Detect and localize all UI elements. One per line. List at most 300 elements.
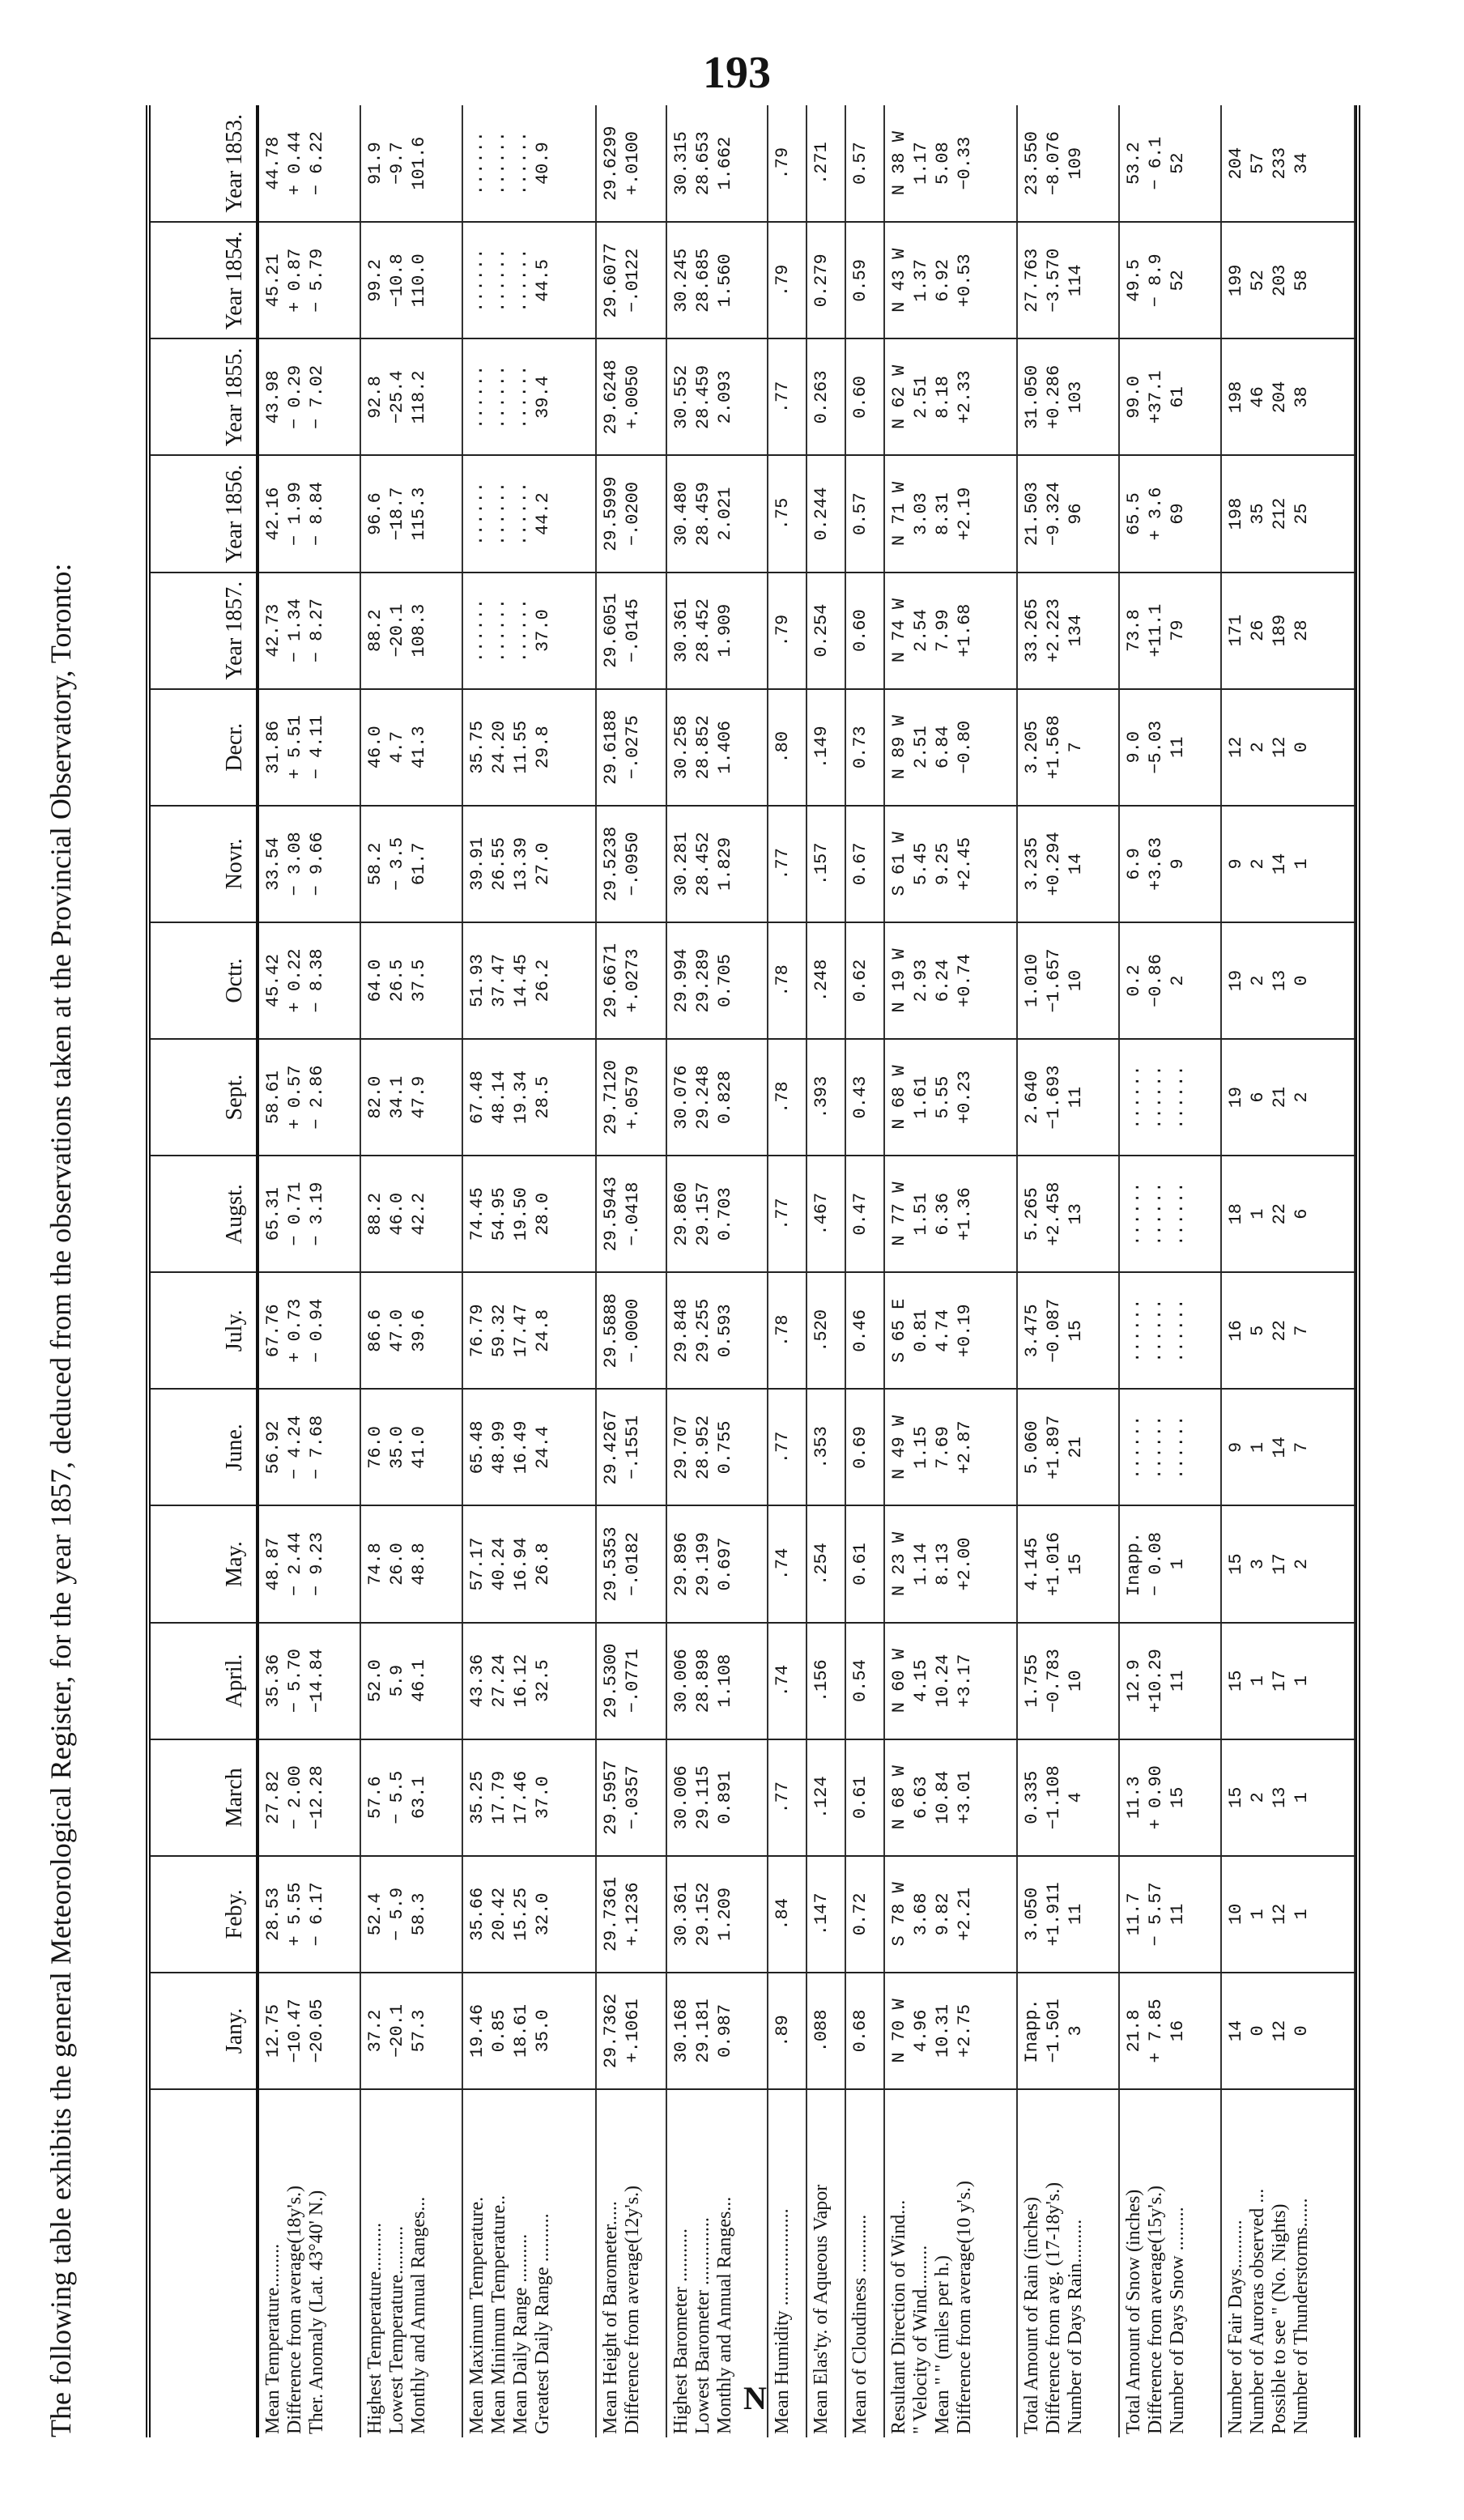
cell-value: − 4.11 [307, 715, 327, 780]
cell-value: +1.36 [954, 1187, 975, 1241]
cell-value: 15 [1168, 1786, 1189, 1808]
cell-value: 82.0 [365, 1075, 386, 1119]
cell-value: 3 [1066, 2025, 1087, 2037]
page-number: 193 [703, 48, 771, 98]
data-cell [1017, 1623, 1119, 1739]
data-cell [666, 1039, 768, 1156]
cell-value: −5.03 [1146, 720, 1167, 774]
table-row [666, 105, 768, 2437]
cell-value: 29.6248 [600, 360, 621, 435]
cell-value: 57.6 [365, 1776, 386, 1820]
cell-value: +1.016 [1044, 1531, 1065, 1597]
cell-value: 12.75 [263, 2003, 283, 2058]
table-row [1119, 105, 1221, 2437]
cell-value: +2.45 [954, 836, 975, 891]
cell-value: 11.55 [511, 720, 532, 774]
cell-value: 47.0 [387, 1309, 408, 1352]
data-cell [1017, 922, 1119, 1039]
cell-value: 2 [1292, 1092, 1313, 1103]
cell-value: − 4.24 [285, 1415, 305, 1480]
cell-value: 57 [1248, 152, 1269, 174]
data-cell [884, 455, 1018, 572]
cell-value: 6.84 [932, 726, 953, 769]
cell-value: 21.8 [1124, 2009, 1145, 2053]
cell-value: 28.685 [692, 248, 713, 313]
cell-value: 65.5 [1124, 492, 1145, 535]
cell-value: 9 [1226, 1441, 1247, 1453]
cell-value: 63.1 [409, 1776, 430, 1820]
cell-value: +.0050 [622, 364, 643, 430]
cell-value: 26.8 [533, 1543, 554, 1586]
cell-value: 3.475 [1022, 1304, 1043, 1358]
data-cell [596, 1389, 666, 1505]
cell-value: 0.69 [849, 1426, 870, 1469]
cell-value: ...... [1168, 1415, 1189, 1480]
cell-value: 29.6671 [600, 943, 621, 1019]
column-header: Sept. [151, 1039, 257, 1156]
data-cell [360, 806, 462, 922]
data-cell [768, 1272, 806, 1389]
cell-value: 3.235 [1022, 836, 1043, 891]
cell-value: 26.2 [533, 959, 554, 1002]
data-cell [462, 1156, 596, 1272]
cell-value: ...... [467, 598, 488, 663]
cell-value: 0.67 [849, 842, 870, 886]
cell-value: N 89 W [888, 715, 909, 780]
cell-value: 29.5957 [600, 1760, 621, 1835]
data-cell [884, 1272, 1018, 1389]
data-cell [845, 573, 884, 689]
data-cell [806, 1739, 845, 1856]
cell-value: 4.7 [387, 730, 408, 764]
cell-value: −0.087 [1044, 1298, 1065, 1363]
cell-value: N 68 W [888, 1065, 909, 1130]
cell-value: 0.335 [1022, 1770, 1043, 1824]
data-cell [360, 1505, 462, 1622]
data-cell [884, 1973, 1018, 2089]
cell-value: .248 [811, 959, 832, 1002]
cell-value: +2.458 [1044, 1181, 1065, 1246]
cell-value: 35.75 [467, 720, 488, 774]
data-cell [1221, 1272, 1355, 1389]
column-header: June. [151, 1389, 257, 1505]
row-label: Number of Thunderstorms...... [1291, 2198, 1313, 2434]
data-cell [596, 455, 666, 572]
meteorological-table [146, 105, 1360, 2437]
data-cell [845, 1272, 884, 1389]
cell-value: 47.9 [409, 1075, 430, 1119]
cell-value: −9.7 [387, 142, 408, 185]
data-cell [1119, 105, 1221, 222]
cell-value: N 62 W [888, 364, 909, 430]
cell-value: 28.852 [692, 715, 713, 780]
data-cell [768, 1623, 806, 1739]
cell-value: .467 [811, 1192, 832, 1236]
cell-value: 0.62 [849, 959, 870, 1002]
cell-value: 10 [1066, 1670, 1087, 1692]
cell-value: .77 [772, 1431, 794, 1464]
cell-value: 22 [1270, 1320, 1291, 1342]
cell-value: 31.86 [263, 720, 283, 774]
row-label: Monthly and Annual Ranges... [713, 2196, 735, 2434]
data-cell [845, 922, 884, 1039]
cell-value: 76.79 [467, 1304, 488, 1358]
cell-value: N 74 W [888, 598, 909, 663]
cell-value: 19.34 [511, 1071, 532, 1125]
data-cell [1017, 1389, 1119, 1505]
cell-value: 2 [1248, 1792, 1269, 1803]
data-cell [1017, 689, 1119, 806]
cell-value: .520 [811, 1309, 832, 1352]
cell-value: 28.952 [692, 1415, 713, 1480]
cell-value: ...... [1124, 1415, 1145, 1480]
cell-value: 52 [1168, 152, 1189, 174]
cell-value: 86.6 [365, 1309, 386, 1352]
cell-value: 28 [1292, 619, 1313, 641]
data-cell [845, 806, 884, 922]
cell-value: 57.17 [467, 1537, 488, 1591]
table-row [1017, 105, 1119, 2437]
data-cell [596, 806, 666, 922]
data-cell [360, 1389, 462, 1505]
cell-value: 30.361 [670, 598, 692, 663]
data-cell [257, 455, 360, 572]
cell-value: 5.45 [910, 842, 931, 886]
row-label: Monthly and Annual Ranges... [408, 2196, 430, 2434]
cell-value: 10 [1226, 1903, 1247, 1926]
data-cell [596, 1856, 666, 1973]
row-label: Number of Fair Days.......... [1225, 2220, 1247, 2434]
cell-value: 114 [1066, 264, 1087, 297]
row-label: Number of Auroras observed ... [1247, 2188, 1269, 2434]
cell-value: +2.33 [954, 370, 975, 424]
data-cell [1119, 455, 1221, 572]
cell-value: 1.909 [714, 603, 735, 658]
cell-value: N 68 W [888, 1765, 909, 1830]
cell-value: 29.7361 [600, 1876, 621, 1952]
data-cell [666, 1272, 768, 1389]
data-cell [806, 1973, 845, 2089]
cell-value: −0.80 [954, 720, 975, 774]
header-label-cell [151, 2089, 257, 2437]
cell-value: 28.459 [692, 364, 713, 430]
cell-value: 14 [1226, 2020, 1247, 2042]
cell-value: 0.85 [489, 2009, 510, 2053]
cell-value: .78 [772, 1314, 794, 1347]
cell-value: 118.2 [409, 370, 430, 424]
data-cell [462, 573, 596, 689]
data-cell [360, 222, 462, 338]
data-cell [257, 689, 360, 806]
cell-value: 58 [1292, 270, 1313, 292]
cell-value: 0.68 [849, 2009, 870, 2053]
row-label: Number of Days Snow ......... [1167, 2207, 1189, 2434]
table-row [845, 105, 884, 2437]
cell-value: 44.78 [263, 136, 283, 190]
cell-value: 27.24 [489, 1654, 510, 1708]
cell-value: 12.9 [1124, 1659, 1145, 1703]
data-cell [1221, 922, 1355, 1039]
cell-value: 74.8 [365, 1543, 386, 1586]
cell-value: 44.5 [533, 258, 554, 302]
cell-value: +2.87 [954, 1420, 975, 1475]
cell-value: .77 [772, 1198, 794, 1230]
row-label: Lowest Barometer .............. [692, 2217, 713, 2434]
cell-value: ...... [1124, 1298, 1145, 1363]
data-cell [1119, 1739, 1221, 1856]
data-cell [596, 1039, 666, 1156]
data-cell [884, 1739, 1018, 1856]
row-label: Total Amount of Rain (inches) [1021, 2197, 1043, 2434]
cell-value: 1.829 [714, 836, 735, 891]
cell-value: + 3.6 [1146, 487, 1167, 541]
cell-value: 26.0 [387, 1543, 408, 1586]
cell-value: +.1236 [622, 1882, 643, 1947]
cell-value: 1.14 [910, 1543, 931, 1586]
cell-value: 58.3 [409, 1892, 430, 1936]
cell-value: S 61 W [888, 832, 909, 896]
cell-value: ...... [467, 131, 488, 196]
cell-value: 11 [1066, 1903, 1087, 1926]
data-cell [1221, 573, 1355, 689]
cell-value: N 70 W [888, 1999, 909, 2063]
row-label: Mean Daily Range .......... [510, 2233, 532, 2434]
column-header: May. [151, 1505, 257, 1622]
cell-value: 11 [1066, 1086, 1087, 1109]
data-cell [1221, 222, 1355, 338]
cell-value: −1.693 [1044, 1065, 1065, 1130]
cell-value: 9.82 [932, 1892, 953, 1936]
data-cell [462, 922, 596, 1039]
cell-value: 16.12 [511, 1654, 532, 1708]
data-cell [666, 1739, 768, 1856]
cell-value: 2.021 [714, 487, 735, 541]
data-cell [462, 338, 596, 455]
cell-value: − 8.84 [307, 481, 327, 547]
cell-value: +0.74 [954, 953, 975, 1007]
data-cell [360, 1856, 462, 1973]
data-cell [884, 573, 1018, 689]
data-cell [1119, 1856, 1221, 1973]
cell-value: 7 [1292, 1325, 1313, 1336]
table-row [884, 105, 1018, 2437]
cell-value: 18 [1226, 1203, 1247, 1225]
cell-value: 96.6 [365, 492, 386, 535]
cell-value: 14 [1270, 853, 1291, 875]
cell-value: 42.16 [263, 487, 283, 541]
cell-value: − 7.02 [307, 364, 327, 430]
cell-value: 11.7 [1124, 1892, 1145, 1936]
data-cell [1221, 1973, 1355, 2089]
cell-value: +0.53 [954, 253, 975, 308]
data-cell [806, 806, 845, 922]
data-cell [462, 689, 596, 806]
cell-value: +10.29 [1146, 1649, 1167, 1713]
data-cell [1119, 1039, 1221, 1156]
cell-value: 5.060 [1022, 1420, 1043, 1475]
cell-value: 21.503 [1022, 481, 1043, 547]
cell-value: 115.3 [409, 487, 430, 541]
cell-value: 29.152 [692, 1882, 713, 1947]
cell-value: 30.361 [670, 1882, 692, 1947]
data-cell [884, 806, 1018, 922]
cell-value: 17.46 [511, 1770, 532, 1824]
row-label: Highest Temperature.......... [364, 2222, 386, 2434]
header-row [151, 105, 257, 2437]
cell-value: + 0.44 [285, 131, 305, 196]
cell-value: 2 [1248, 858, 1269, 870]
cell-value: 11 [1168, 736, 1189, 758]
data-cell [1221, 1856, 1355, 1973]
data-cell [666, 573, 768, 689]
cell-value: −18.7 [387, 487, 408, 541]
data-cell [257, 1973, 360, 2089]
cell-value: 13 [1270, 969, 1291, 992]
data-cell [1221, 455, 1355, 572]
cell-value: 0.61 [849, 1543, 870, 1586]
cell-value: 58.61 [263, 1071, 283, 1125]
cell-value: .75 [772, 497, 794, 530]
data-cell [1017, 338, 1119, 455]
data-cell [462, 1973, 596, 2089]
data-cell [845, 1505, 884, 1622]
data-cell [462, 1739, 596, 1856]
cell-value: 3.205 [1022, 720, 1043, 774]
cell-value: 28.459 [692, 481, 713, 547]
cell-value: 103 [1066, 381, 1087, 414]
cell-value: 3 [1248, 1558, 1269, 1570]
cell-value: 8.18 [932, 376, 953, 419]
cell-value: N 38 W [888, 131, 909, 196]
cell-value: .254 [811, 1543, 832, 1586]
cell-value: 28.898 [692, 1649, 713, 1713]
cell-value: +.0273 [622, 948, 643, 1013]
table-body [257, 105, 1355, 2437]
cell-value: 15 [1066, 1320, 1087, 1342]
cell-value: 0.279 [811, 253, 832, 308]
cell-value: +2.223 [1044, 598, 1065, 663]
cell-value: 0.891 [714, 1770, 735, 1824]
cell-value: 34.1 [387, 1075, 408, 1119]
cell-value: 37.0 [533, 609, 554, 653]
cell-value: 14.45 [511, 953, 532, 1007]
cell-value: −.0275 [622, 715, 643, 780]
cell-value: 0.59 [849, 258, 870, 302]
cell-value: + 0.73 [285, 1298, 305, 1363]
data-cell [462, 806, 596, 922]
data-cell [884, 1505, 1018, 1622]
cell-value: 37.0 [533, 1776, 554, 1820]
cell-value: 109 [1066, 147, 1087, 180]
cell-value: 33.54 [263, 836, 283, 891]
cell-value: 19.50 [511, 1187, 532, 1241]
row-label-cell [360, 2089, 462, 2437]
cell-value: 43.36 [467, 1654, 488, 1708]
cell-value: +11.1 [1146, 603, 1167, 658]
column-header: Octr. [151, 922, 257, 1039]
cell-value: −1.108 [1044, 1765, 1065, 1830]
cell-value: 74.45 [467, 1187, 488, 1241]
cell-value: 67.76 [263, 1304, 283, 1358]
cell-value: 9.0 [1124, 730, 1145, 764]
cell-value: N 49 W [888, 1415, 909, 1480]
cell-value: − 1.34 [285, 598, 305, 663]
cell-value: ...... [511, 364, 532, 430]
data-cell [666, 1505, 768, 1622]
data-cell [360, 1272, 462, 1389]
cell-value: S 65 E [888, 1298, 909, 1363]
cell-value: 3.050 [1022, 1887, 1043, 1941]
cell-value: − 1.99 [285, 481, 305, 547]
cell-value: − 6.1 [1146, 136, 1167, 190]
cell-value: 0.46 [849, 1309, 870, 1352]
data-cell [845, 1039, 884, 1156]
cell-value: 11 [1168, 1903, 1189, 1926]
cell-value: −25.4 [387, 370, 408, 424]
cell-value: 13 [1270, 1786, 1291, 1808]
cell-value: .124 [811, 1776, 832, 1820]
cell-value: 43.98 [263, 370, 283, 424]
cell-value: 1 [1248, 1208, 1269, 1220]
data-cell [257, 222, 360, 338]
cell-value: .353 [811, 1426, 832, 1469]
cell-value: 26.5 [387, 959, 408, 1002]
cell-value: 29.6077 [600, 243, 621, 318]
cell-value: 92.8 [365, 376, 386, 419]
cell-value: 48.87 [263, 1537, 283, 1591]
cell-value: + 5.51 [285, 715, 305, 780]
data-cell [768, 1505, 806, 1622]
data-cell [1017, 573, 1119, 689]
cell-value: 1 [1292, 858, 1313, 870]
cell-value: 0.43 [849, 1075, 870, 1119]
row-label: Mean Temperature......... [262, 2243, 283, 2434]
data-cell [462, 1039, 596, 1156]
data-cell [1119, 1272, 1221, 1389]
cell-value: S 78 W [888, 1882, 909, 1947]
cell-value: 2.54 [910, 609, 931, 653]
cell-value: N 19 W [888, 948, 909, 1013]
data-cell [806, 573, 845, 689]
table-row [257, 105, 360, 2437]
cell-value: 37.5 [409, 959, 430, 1002]
cell-value: 2 [1168, 975, 1189, 986]
column-header: Year 1855. [151, 338, 257, 455]
cell-value: 8.13 [932, 1543, 953, 1586]
cell-value: 0.81 [910, 1309, 931, 1352]
cell-value: 29.7362 [600, 1993, 621, 2069]
row-label: Difference from average(12y's.) [621, 2185, 643, 2434]
rotated-page [32, 105, 1377, 2437]
column-header: Year 1853. [151, 105, 257, 222]
cell-value: 6.9 [1124, 848, 1145, 880]
cell-value: 24.8 [533, 1309, 554, 1352]
cell-value: 21 [1066, 1437, 1087, 1458]
data-cell [1221, 1739, 1355, 1856]
cell-value: −14.84 [307, 1649, 327, 1713]
data-cell [768, 1856, 806, 1973]
row-label-cell [462, 2089, 596, 2437]
cell-value: −.0357 [622, 1765, 643, 1830]
cell-value: 21 [1270, 1086, 1291, 1109]
table-caption: The following table exhibits the general Meteorological Register, for the year 1857, deduced from the observations taken at the Provincial Observatory, Toronto: [45, 563, 77, 2437]
cell-value: 35.0 [533, 2009, 554, 2053]
data-cell [462, 1505, 596, 1622]
cell-value: 198 [1226, 497, 1247, 530]
cell-value: 17 [1270, 1670, 1291, 1692]
cell-value: 0.57 [849, 492, 870, 535]
data-cell [806, 1389, 845, 1505]
